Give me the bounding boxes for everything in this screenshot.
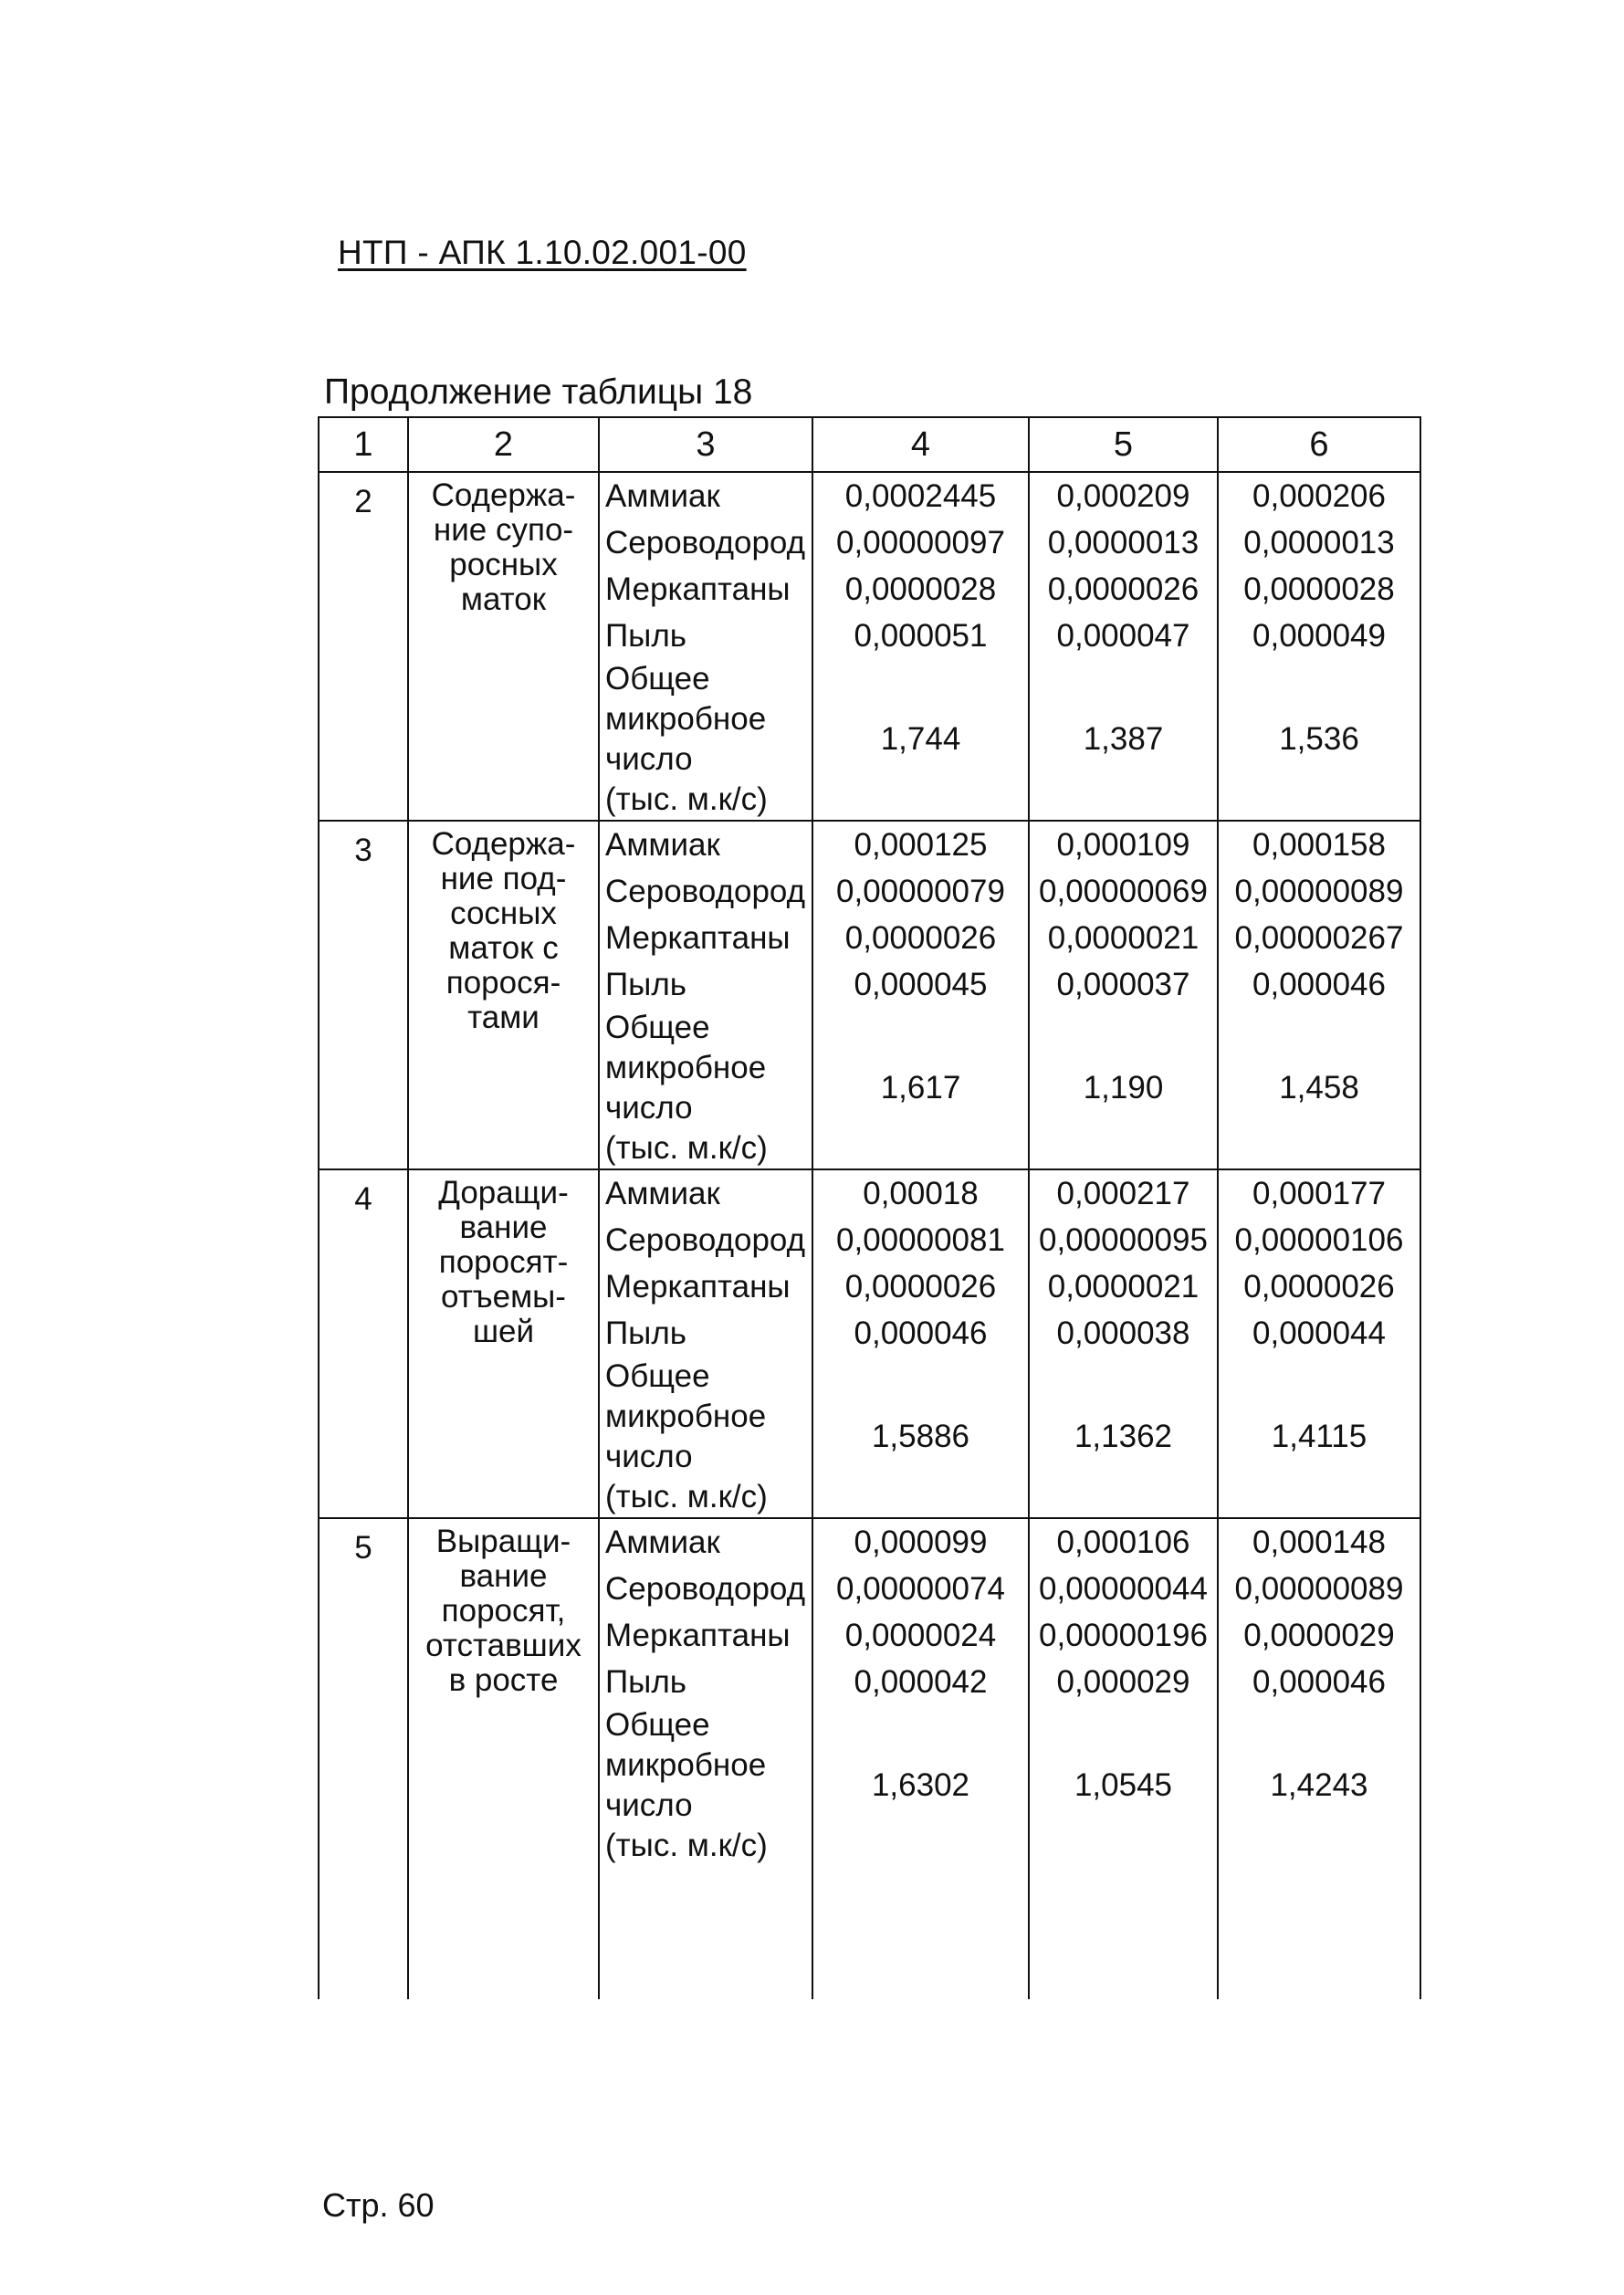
concentration-value: 0,0000029 xyxy=(1243,1618,1395,1653)
concentration-value: 0,00000267 xyxy=(1234,920,1404,956)
row-number: 5 xyxy=(319,1518,408,1999)
concentration-value: 0,000029 xyxy=(1056,1664,1190,1700)
parameter-name: Аммиак xyxy=(605,827,720,863)
concentration-value: 0,00000106 xyxy=(1234,1222,1404,1258)
concentration-value: 0,00000079 xyxy=(836,874,1005,909)
parameter-name: Пыль xyxy=(605,1664,686,1700)
parameter-cell xyxy=(599,1169,812,1518)
parameter-name: Сероводород xyxy=(605,874,806,909)
table-row xyxy=(319,1169,1420,1518)
activity-cell xyxy=(408,1518,599,1999)
parameter-name: Меркаптаны xyxy=(605,1618,791,1653)
spacer xyxy=(813,1705,1028,1745)
value-cell-c6 xyxy=(1218,1518,1420,1999)
concentration-value: 0,000177 xyxy=(1252,1176,1386,1211)
concentration-value: 0,000044 xyxy=(1252,1315,1386,1351)
column-header-6: 6 xyxy=(1218,417,1420,472)
microbe-count-value: 1,617 xyxy=(880,1070,961,1106)
activity-line: порося- xyxy=(445,965,561,1001)
spacer xyxy=(1030,1705,1217,1745)
microbe-label-line: Общее xyxy=(605,1707,710,1743)
microbe-label-line: микробное xyxy=(605,1050,767,1085)
spacer xyxy=(1219,659,1420,699)
concentration-value: 0,000046 xyxy=(854,1315,988,1351)
parameter-name: Аммиак xyxy=(605,1525,720,1560)
concentration-value: 0,00000081 xyxy=(836,1222,1005,1258)
microbe-count-value: 1,4243 xyxy=(1270,1767,1368,1803)
page-number: Стр. 60 xyxy=(322,2186,435,2224)
concentration-value: 0,0000026 xyxy=(1243,1269,1395,1305)
microbe-label-line: число xyxy=(605,1787,693,1823)
parameter-name: Пыль xyxy=(605,1315,686,1351)
concentration-value: 0,0000013 xyxy=(1243,525,1395,561)
concentration-value: 0,00000196 xyxy=(1039,1618,1208,1653)
value-cell-c4 xyxy=(812,821,1029,1169)
microbe-label-line: (тыс. м.к/с) xyxy=(605,1828,768,1863)
microbe-count-value: 1,4115 xyxy=(1271,1419,1367,1454)
parameter-name: Сероводород xyxy=(605,525,806,561)
activity-line: Содержа- xyxy=(431,826,576,862)
concentration-value: 0,000045 xyxy=(854,967,988,1002)
concentration-value: 0,0000021 xyxy=(1047,920,1200,956)
microbe-count-value: 1,387 xyxy=(1083,721,1164,757)
activity-line: шей xyxy=(472,1314,535,1349)
microbe-count-value: 1,458 xyxy=(1279,1070,1359,1106)
parameter-name: Сероводород xyxy=(605,1571,806,1607)
value-cell-c5 xyxy=(1029,472,1218,821)
microbe-label-line: Общее xyxy=(605,1358,710,1394)
activity-line: Содержа- xyxy=(431,477,576,513)
concentration-value: 0,00000097 xyxy=(836,525,1005,561)
value-cell-c6 xyxy=(1218,472,1420,821)
parameter-name: Меркаптаны xyxy=(605,1269,791,1305)
activity-line: ние под- xyxy=(440,861,567,896)
activity-line: поросят, xyxy=(441,1593,566,1629)
column-header-1: 1 xyxy=(319,417,408,472)
microbe-count-value: 1,5886 xyxy=(871,1419,970,1454)
parameter-name: Сероводород xyxy=(605,1222,806,1258)
microbe-count-value: 1,0545 xyxy=(1074,1767,1173,1803)
activity-line: Доращи- xyxy=(438,1175,569,1210)
parameter-cell xyxy=(599,821,812,1169)
parameter-name: Аммиак xyxy=(605,478,720,514)
column-header-3: 3 xyxy=(599,417,812,472)
parameter-name: Аммиак xyxy=(605,1176,720,1211)
document-code: НТП - АПК 1.10.02.001-00 xyxy=(338,234,747,271)
concentration-value: 0,000038 xyxy=(1056,1315,1190,1351)
activity-line: отставших xyxy=(425,1628,581,1663)
concentration-value: 0,0000024 xyxy=(844,1618,997,1653)
concentration-value: 0,000148 xyxy=(1252,1525,1386,1560)
concentration-value: 0,000125 xyxy=(854,827,988,863)
concentration-value: 0,0000026 xyxy=(844,1269,997,1305)
concentration-value: 0,00000089 xyxy=(1234,874,1404,909)
microbe-count-value: 1,744 xyxy=(880,721,961,757)
microbe-label-line: (тыс. м.к/с) xyxy=(605,1479,768,1514)
concentration-value: 0,000042 xyxy=(854,1664,988,1700)
parameter-cell xyxy=(599,472,812,821)
spacer xyxy=(1030,1357,1217,1397)
activity-line: ние супо- xyxy=(433,512,574,548)
value-cell-c5 xyxy=(1029,821,1218,1169)
row-number: 4 xyxy=(319,1169,408,1518)
activity-line: отъемы- xyxy=(441,1279,566,1315)
parameter-name: Меркаптаны xyxy=(605,920,791,956)
concentration-value: 0,000209 xyxy=(1056,478,1190,514)
concentration-value: 0,0002445 xyxy=(844,478,997,514)
concentration-value: 0,000106 xyxy=(1056,1525,1190,1560)
value-cell-c5 xyxy=(1029,1169,1218,1518)
activity-line: сосных xyxy=(450,896,557,931)
concentration-value: 0,0000028 xyxy=(1243,571,1395,607)
concentration-value: 0,0000021 xyxy=(1047,1269,1200,1305)
concentration-value: 0,000047 xyxy=(1056,618,1190,654)
microbe-count-value: 1,6302 xyxy=(871,1767,970,1803)
activity-line: вание xyxy=(459,1558,548,1594)
parameter-name: Пыль xyxy=(605,967,686,1002)
spacer xyxy=(813,1357,1028,1397)
activity-line: вание xyxy=(459,1210,548,1245)
concentration-value: 0,000051 xyxy=(854,618,988,654)
spacer xyxy=(1219,1008,1420,1048)
concentration-value: 0,00000069 xyxy=(1039,874,1208,909)
concentration-value: 0,0000026 xyxy=(1047,571,1200,607)
microbe-count-value: 1,536 xyxy=(1279,721,1359,757)
activity-cell xyxy=(408,821,599,1169)
microbe-label-line: микробное xyxy=(605,701,767,737)
activity-cell xyxy=(408,1169,599,1518)
value-cell-c6 xyxy=(1218,1169,1420,1518)
data-table xyxy=(318,416,1421,1999)
concentration-value: 0,00000044 xyxy=(1039,1571,1208,1607)
spacer xyxy=(1219,1705,1420,1745)
concentration-value: 0,000206 xyxy=(1252,478,1386,514)
spacer xyxy=(1219,1357,1420,1397)
parameter-cell xyxy=(599,1518,812,1999)
row-number: 3 xyxy=(319,821,408,1169)
microbe-label-line: (тыс. м.к/с) xyxy=(605,781,768,817)
concentration-value: 0,000099 xyxy=(854,1525,988,1560)
table-row xyxy=(319,821,1420,1169)
spacer xyxy=(1030,1008,1217,1048)
value-cell-c4 xyxy=(812,1518,1029,1999)
microbe-label-line: число xyxy=(605,1439,693,1474)
parameter-name: Пыль xyxy=(605,618,686,654)
concentration-value: 0,000037 xyxy=(1056,967,1190,1002)
table-header-row xyxy=(319,417,1420,472)
microbe-label-line: микробное xyxy=(605,1399,767,1434)
activity-line: маток xyxy=(460,582,547,617)
concentration-value: 0,00018 xyxy=(863,1176,979,1211)
microbe-label-line: Общее xyxy=(605,661,710,697)
concentration-value: 0,0000028 xyxy=(844,571,997,607)
activity-line: маток с xyxy=(448,930,559,966)
concentration-value: 0,000046 xyxy=(1252,967,1386,1002)
microbe-label-line: (тыс. м.к/с) xyxy=(605,1130,768,1166)
table-caption: Продолжение таблицы 18 xyxy=(324,372,753,412)
concentration-value: 0,00000089 xyxy=(1234,1571,1404,1607)
value-cell-c4 xyxy=(812,1169,1029,1518)
concentration-value: 0,000049 xyxy=(1252,618,1386,654)
activity-line: в росте xyxy=(448,1662,559,1698)
concentration-value: 0,00000095 xyxy=(1039,1222,1208,1258)
activity-line: Выращи- xyxy=(435,1524,571,1559)
concentration-value: 0,000109 xyxy=(1056,827,1190,863)
concentration-value: 0,000158 xyxy=(1252,827,1386,863)
microbe-count-value: 1,190 xyxy=(1083,1070,1164,1106)
activity-line: тами xyxy=(467,1000,540,1035)
concentration-value: 0,000046 xyxy=(1252,1664,1386,1700)
row-number: 2 xyxy=(319,472,408,821)
value-cell-c4 xyxy=(812,472,1029,821)
activity-cell xyxy=(408,472,599,821)
concentration-value: 0,00000074 xyxy=(836,1571,1005,1607)
concentration-value: 0,0000013 xyxy=(1047,525,1200,561)
table-row xyxy=(319,472,1420,821)
concentration-value: 0,0000026 xyxy=(844,920,997,956)
value-cell-c5 xyxy=(1029,1518,1218,1999)
microbe-label-line: число xyxy=(605,1090,693,1126)
spacer xyxy=(813,1008,1028,1048)
column-header-5: 5 xyxy=(1029,417,1218,472)
microbe-count-value: 1,1362 xyxy=(1074,1419,1173,1454)
concentration-value: 0,000217 xyxy=(1056,1176,1190,1211)
table-row xyxy=(319,1518,1420,1999)
column-header-4: 4 xyxy=(812,417,1029,472)
spacer xyxy=(813,659,1028,699)
spacer xyxy=(1030,659,1217,699)
activity-line: росных xyxy=(449,547,558,582)
microbe-label-line: Общее xyxy=(605,1010,710,1045)
microbe-label-line: микробное xyxy=(605,1747,767,1783)
value-cell-c6 xyxy=(1218,821,1420,1169)
parameter-name: Меркаптаны xyxy=(605,571,791,607)
column-header-2: 2 xyxy=(408,417,599,472)
microbe-label-line: число xyxy=(605,741,693,777)
activity-line: поросят- xyxy=(438,1244,569,1280)
